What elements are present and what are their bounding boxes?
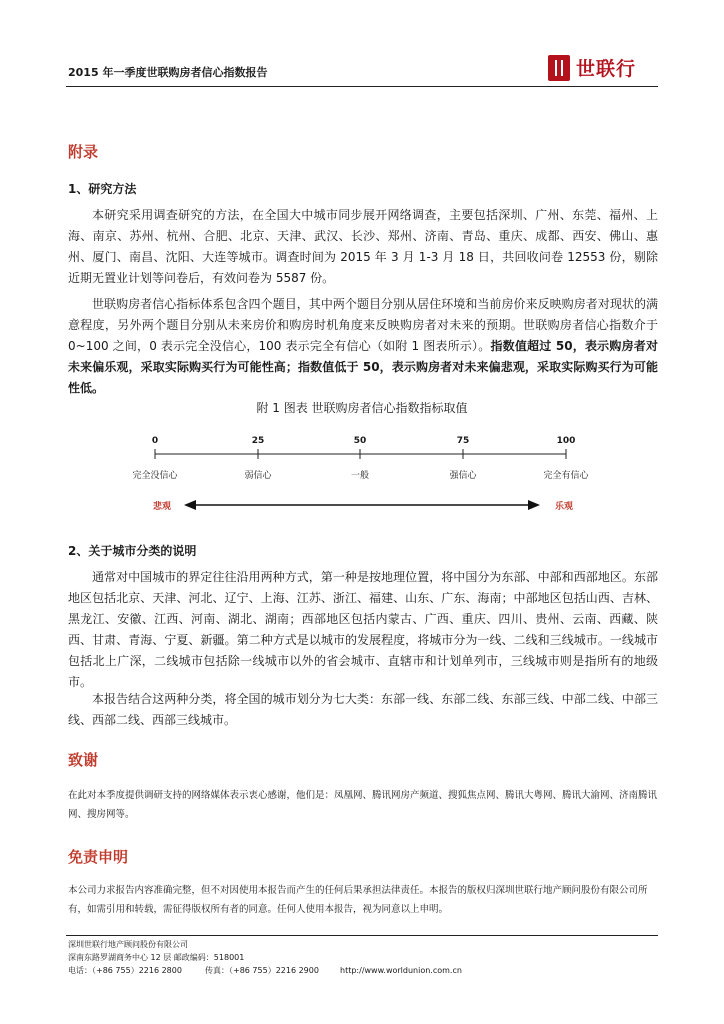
index-paragraph [68,294,658,399]
tick-label-100: 完全有信心 [543,471,589,481]
tick-value-50: 50 [353,436,367,446]
company-logo [548,54,636,81]
disclaimer-text: 本公司力求报告内容准确完整，但不对因使用本报告而产生的任何后果承担法律责任。本报告的版权归深圳世联行地产顾问股份有限公司所有，如需引用和转载，需征得版权所有者的同意。任何人使用本报告，视为同意以上申明。 [68,885,648,915]
tick-label-25: 弱信心 [244,471,272,481]
footer-company: 深圳世联行地产顾问股份有限公司 [68,940,188,949]
tick-value-0: 0 [151,436,159,446]
arrow-right-head-icon [528,500,540,510]
header-divider [66,86,658,87]
method-paragraph: 本研究采用调查研究的方法，在全国大中城市同步展开网络调查，主要包括深圳、广州、东莞、福州、上海、南京、苏州、杭州、合肥、北京、天津、武汉、长沙、郑州、济南、青岛、重庆、成都、西安、佛山、惠州、厦门、南昌、沈阳、大连等城市。调查时间为 2015 年 3 月 1-3 月 18 日，共回收问卷 12553 份，剔除近期无置业计划等问卷后，有效问卷为 5587 份。 [68,208,658,285]
disclaimer-title: 免责申明 [68,848,129,866]
tick-value-75: 75 [456,436,470,446]
footer-phone: 电话：（+86 755）2216 2800 [68,966,182,975]
tick-value-25: 25 [251,436,265,446]
tick-label-0: 完全没信心 [132,471,178,481]
footer-divider [66,935,658,936]
thanks-text: 在此对本季度提供调研支持的网络媒体表示衷心感谢，他们是：凤凰网、腾讯网房产频道、搜狐焦点网、腾讯大粤网、腾讯大渝网、济南腾讯网、搜房网等。 [68,790,658,820]
index-paragraph-normal: 世联购房者信心指标体系包含四个题目，其中两个题目分别从居住环境和当前房价来反映购房者对现状的满意程度，另外两个题目分别从未来房价和购房时机角度来反映购房者对未来的预期。世联购房者信心指数介于 0~100 之间，0 表示完全没信心，100 表示完全有信心（如附 1 图表所示）。 [68,297,658,353]
report-title: 2015 年一季度世联购房者信心指数报告 [68,66,268,79]
city-categories-paragraph: 本报告结合这两种分类，将全国的城市划分为七大类：东部一线、东部二线、东部三线、中部二线、中部三线、西部二线、西部三线城市。 [68,692,658,727]
tick-value-100: 100 [556,436,576,446]
city-classification-paragraph: 通常对中国城市的界定往往沿用两种方式，第一种是按地理位置，将中国分为东部、中部和西部地区。东部地区包括北京、天津、河北、辽宁、上海、江苏、浙江、福建、山东、广东、海南；中部地区包括山西、吉林、黑龙江、安徽、江西、河南、湖北、湖南；西部地区包括内蒙古、广西、重庆、四川、贵州、云南、西藏、陕西、甘肃、青海、宁夏、新疆。第二种方式是以城市的发展程度，将城市分为一线、二线和三线城市。一线城市包括北上广深，二线城市包括除一线城市以外的省会城市、直辖市和计划单列市，三线城市则是指所有的地级市。 [68,570,658,689]
logo-text: 世联行 [576,58,637,80]
tick-label-75: 强信心 [449,471,477,481]
section2-title: 2、关于城市分类的说明 [68,544,197,558]
footer-website-link[interactable]: http://www.worldunion.com.cn [340,966,462,975]
arrow-left-head-icon [184,500,196,510]
section1-title: 1、研究方法 [68,182,137,196]
logo-mark-icon [548,55,570,81]
thanks-title: 致谢 [68,751,99,769]
appendix-title: 附录 [68,143,99,161]
footer-fax: 传真：（+86 755）2216 2900 [205,966,319,975]
tick-label-50: 一般 [350,471,370,481]
optimistic-label: 乐观 [554,502,574,512]
figure-title: 附 1 图表 世联购房者信心指数指标取值 [256,401,468,415]
pessimistic-label: 悲观 [152,502,172,512]
footer-address: 深南东路罗湖商务中心 12 层 邮政编码：518001 [68,953,245,962]
index-paragraph-bold: 指数值超过 50，表示购房者对未来偏乐观，采取实际购买行为可能性高；指数值低于 50，表示购房者对未来偏悲观，采取实际购买行为可能性低。 [68,339,658,395]
